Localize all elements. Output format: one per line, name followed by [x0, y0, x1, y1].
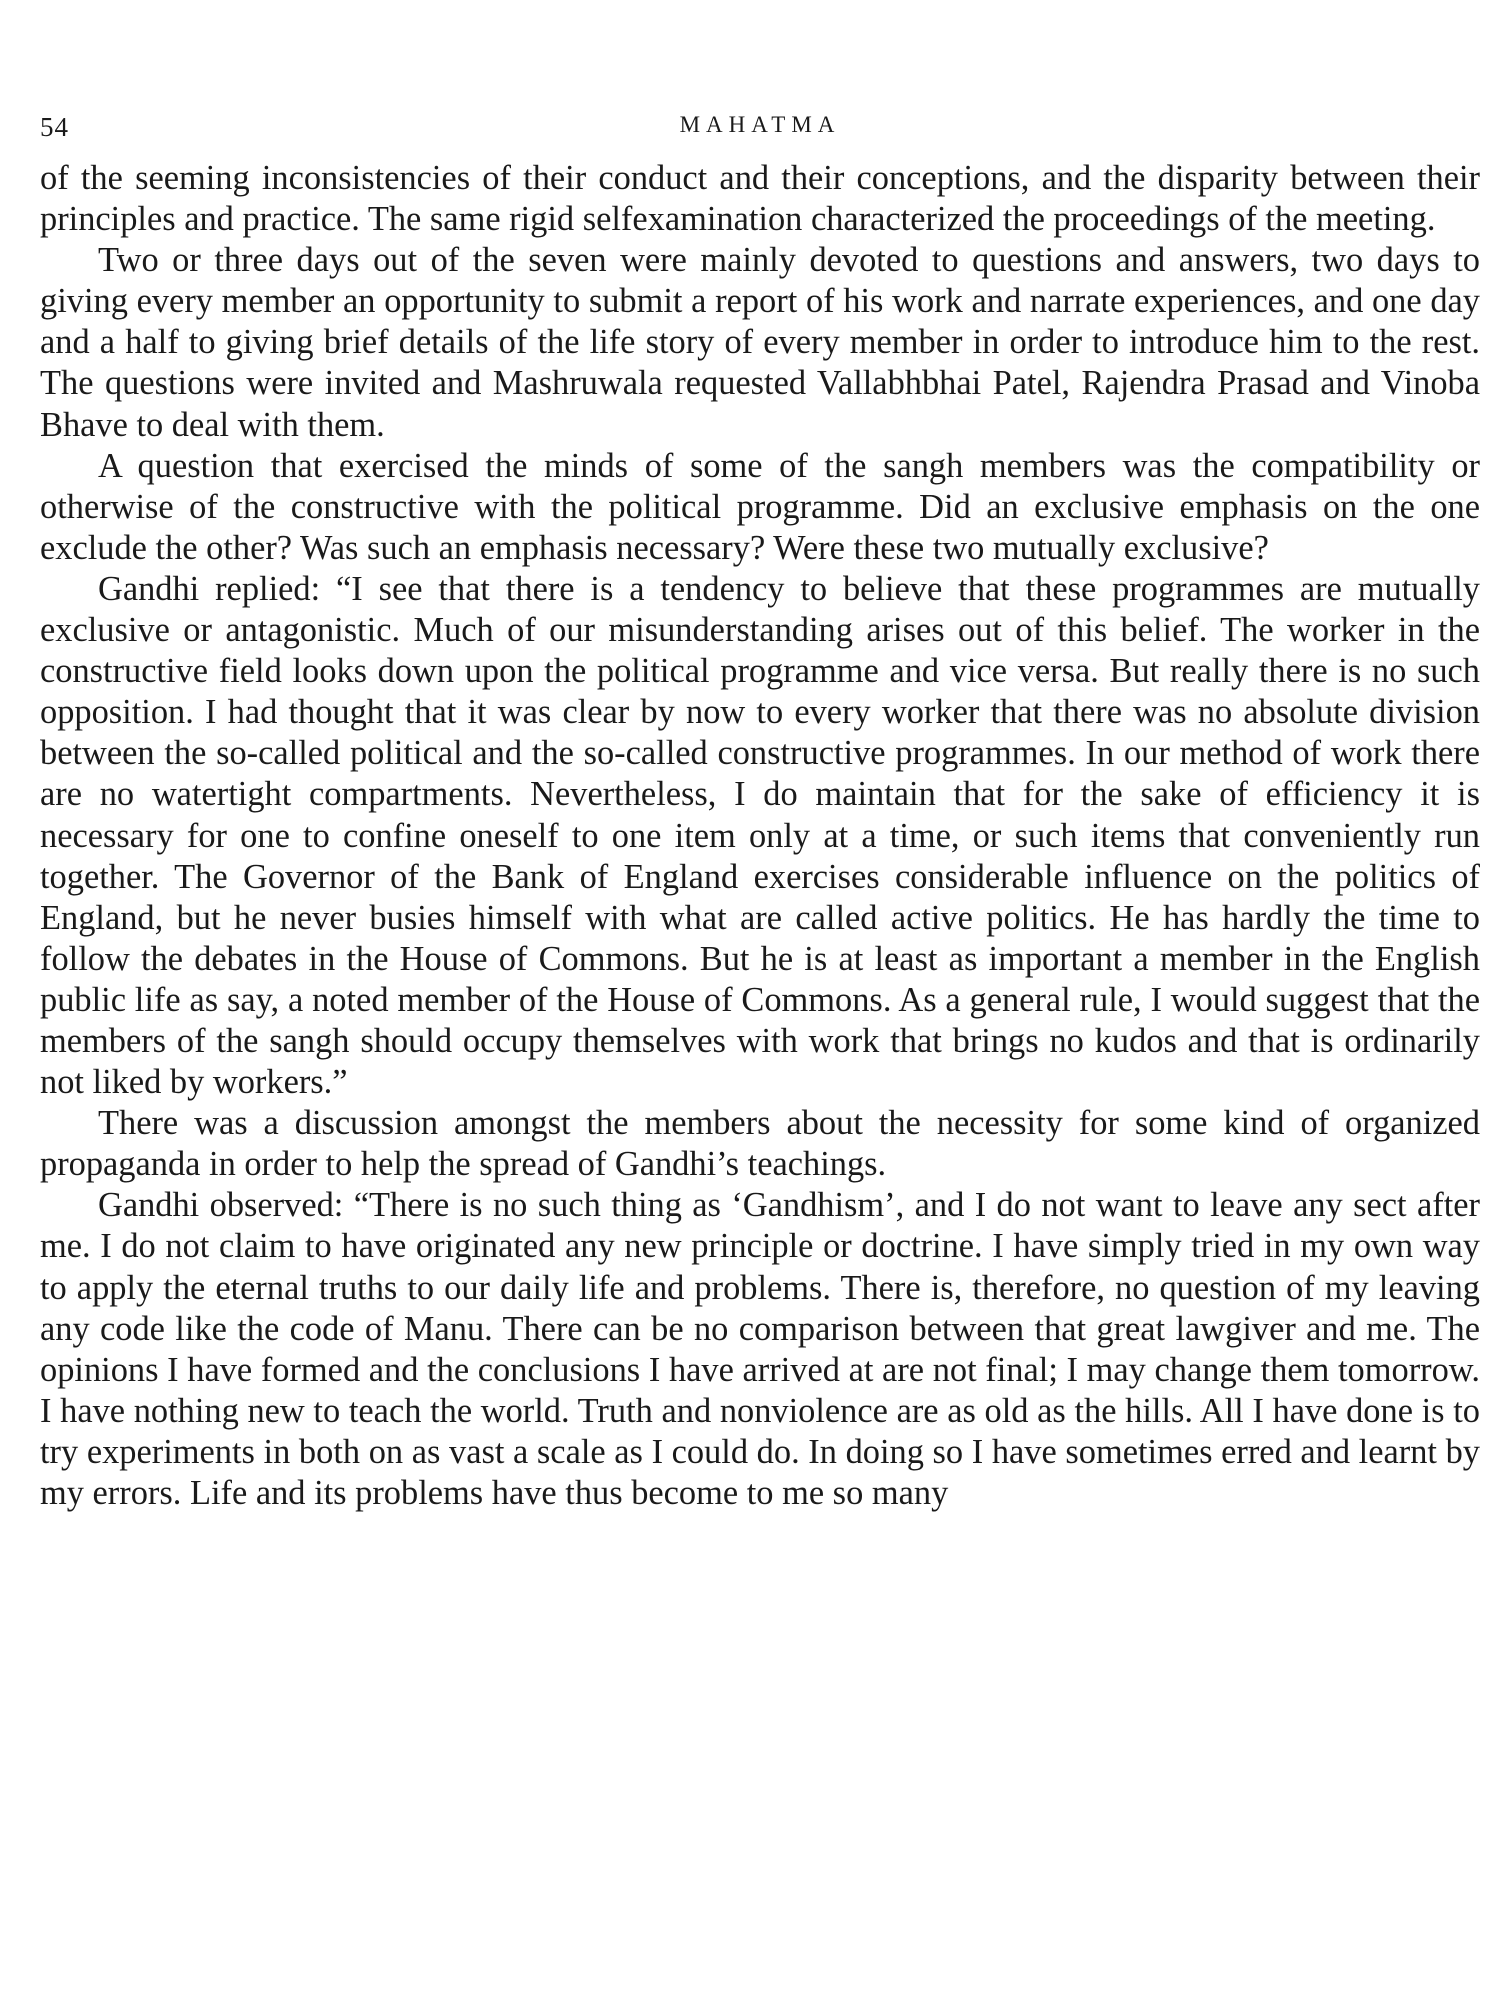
paragraph-3: A question that exercised the minds of some of the sangh members was the compatibility or otherwise of the constructive with the political programme. Did an exclusive emphasis on the one exclude the other? Was such an emphasis necessary? Were these two mutually exclusive?: [40, 446, 1480, 567]
paragraph-2: Two or three days out of the seven were mainly devoted to questions and answers, two days to giving every member an opportunity to submit a report of his work and narrate experiences, and one day and a half to giving brief details of the life story of every member in order to introduce him to the rest. The questions were invited and Mashruwala requested Vallabhbhai Patel, Rajendra Prasad and Vinoba Bhave to deal with them.: [40, 241, 1480, 444]
paragraph-4: Gandhi replied: “I see that there is a tendency to believe that these programmes are mutually exclusive or antagonistic. Much of our misunderstanding arises out of this belief. The worker in the constructive field looks down upon the political programme and vice versa. But really there is no such opposition. I had thought that it was clear by now to every worker that there was no absolute division between the so-called political and the so-called constructive programmes. In our method of work there are no watertight compartments. Nevertheless, I do maintain that for the sake of efficiency it is necessary for one to confine oneself to one item only at a time, or such items that conveniently run together. The Governor of the Bank of England exercises considerable influence on the politics of England, but he never busies himself with what are called active politics. He has hardly the time to follow the debates in the House of Commons. But he is at least as important a member in the English public life as say, a noted member of the House of Commons. As a general rule, I would suggest that the members of the sangh should occupy themselves with work that brings no kudos and that is ordinarily not liked by workers.”: [40, 569, 1480, 1102]
paragraph-1: of the seeming inconsistencies of their conduct and their conceptions, and the disparity between their principles and practice. The same rigid selfexamination characterized the proceedings of the meeting.: [40, 159, 1480, 239]
page-number: 54: [40, 112, 69, 142]
running-title: MAHATMA: [679, 112, 841, 137]
page-body: [40, 158, 1480, 1514]
paragraph-6: Gandhi observed: “There is no such thing as ‘Gandhism’, and I do not want to leave any sect after me. I do not claim to have originated any new principle or doctrine. I have simply tried in my own way to apply the eternal truths to our daily life and problems. There is, therefore, no question of my leaving any code like the code of Manu. There can be no comparison between that great lawgiver and me. The opinions I have formed and the conclusions I have arrived at are not final; I may change them tomorrow. I have nothing new to teach the world. Truth and nonviolence are as old as the hills. All I have done is to try experiments in both on as vast a scale as I could do. In doing so I have sometimes erred and learnt by my errors. Life and its problems have thus become to me so many: [40, 1186, 1480, 1512]
page-header: [40, 112, 1480, 152]
paragraph-5: There was a discussion amongst the members about the necessity for some kind of organized propaganda in order to help the spread of Gandhi’s teachings.: [40, 1104, 1480, 1184]
